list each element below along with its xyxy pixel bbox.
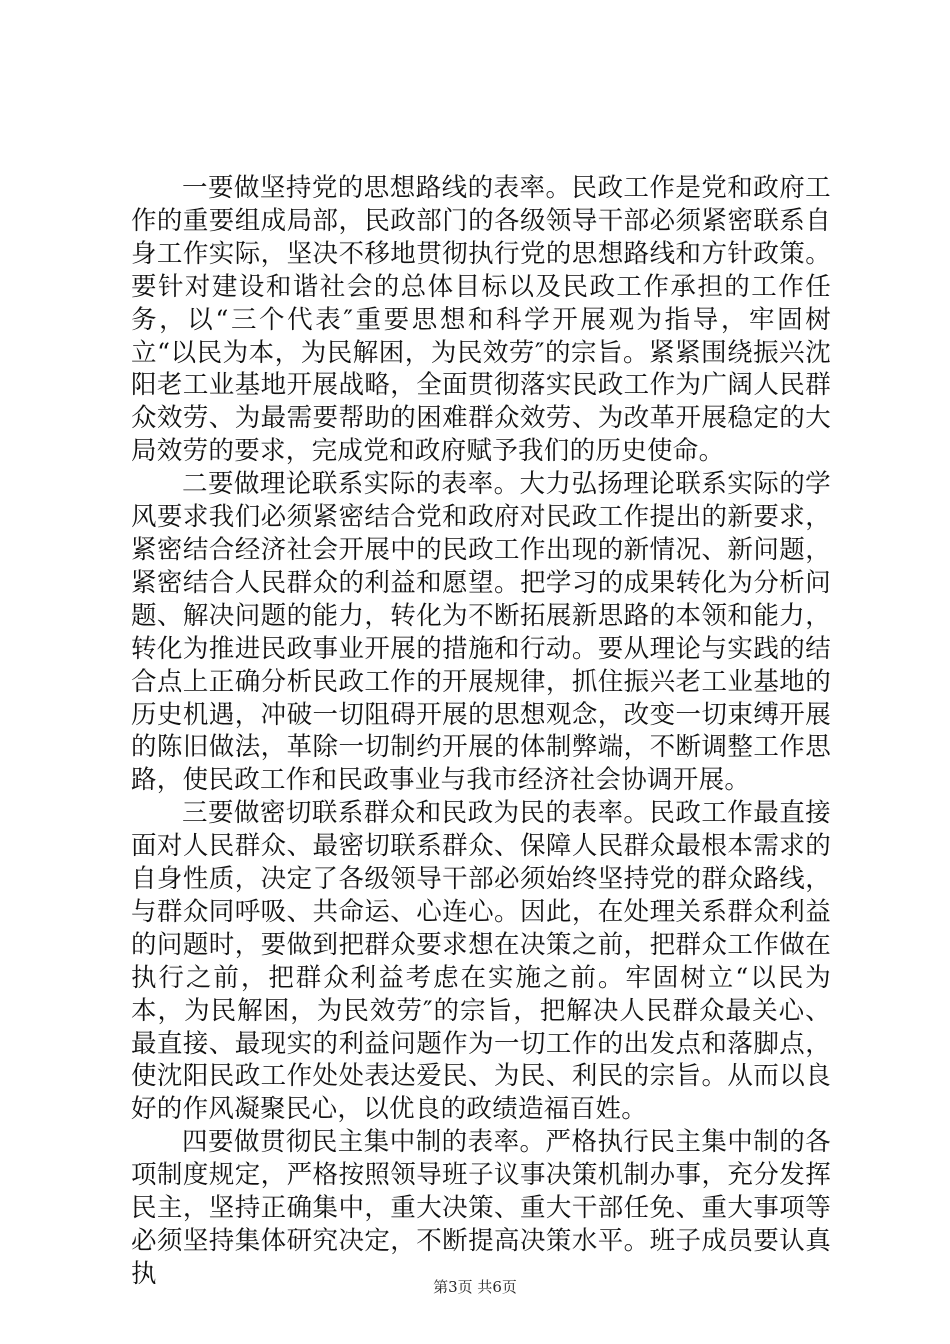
paragraph-1: 一要做坚持党的思想路线的表率。民政工作是党和政府工作的重要组成局部，民政部门的各级领导干部必须紧密联系自身工作实际，坚决不移地贯彻执行党的思想路线和方针政策。要针对建设和谐社会的总体目标以及民政工作承担的工作任务，以“三个代表″重要思想和科学开展观为指导，牢固树立“以民为本，为民解困，为民效劳″的宗旨。紧紧围绕振兴沈阳老工业基地开展战略，全面贯彻落实民政工作为广阔人民群众效劳、为最需要帮助的困难群众效劳、为改革开展稳定的大局效劳的要求，完成党和政府赋予我们的历史使命。 <box>131 173 831 467</box>
page-footer <box>0 1276 950 1297</box>
paragraph-2: 二要做理论联系实际的表率。大力弘扬理论联系实际的学风要求我们必须紧密结合党和政府对民政工作提出的新要求，紧密结合经济社会开展中的民政工作出现的新情况、新问题，紧密结合人民群众的利益和愿望。把学习的成果转化为分析问题、解决问题的能力，转化为不断拓展新思路的本领和能力，转化为推进民政事业开展的措施和行动。要从理论与实践的结合点上正确分析民政工作的开展规律，抓住振兴老工业基地的历史机遇，冲破一切阻碍开展的思想观念，改变一切束缚开展的陈旧做法，革除一切制约开展的体制弊端，不断调整工作思路，使民政工作和民政事业与我市经济社会协调开展。 <box>131 469 831 796</box>
body-text <box>131 172 831 1291</box>
paragraph-4: 四要做贯彻民主集中制的表率。严格执行民主集中制的各项制度规定，严格按照领导班子议事决策机制办事，充分发挥民主，坚持正确集中，重大决策、重大干部任免、重大事项等必须坚持集体研究决定，不断提高决策水平。班子成员要认真执 <box>131 1127 831 1289</box>
page-number-label: 第3页 共6页 <box>433 1278 517 1296</box>
paragraph-3: 三要做密切联系群众和民政为民的表率。民政工作最直接面对人民群众、最密切联系群众、保障人民群众最根本需求的自身性质，决定了各级领导干部必须始终坚持党的群众路线，与群众同呼吸、共命运、心连心。因此，在处理关系群众利益的问题时，要做到把群众要求想在决策之前，把群众工作做在执行之前，把群众利益考虑在实施之前。牢固树立“以民为本，为民解困，为民效劳″的宗旨，把解决人民群众最关心、最直接、最现实的利益问题作为一切工作的出发点和落脚点，使沈阳民政工作处处表达爱民、为民、利民的宗旨。从而以良好的作风凝聚民心，以优良的政绩造福百姓。 <box>131 798 831 1125</box>
